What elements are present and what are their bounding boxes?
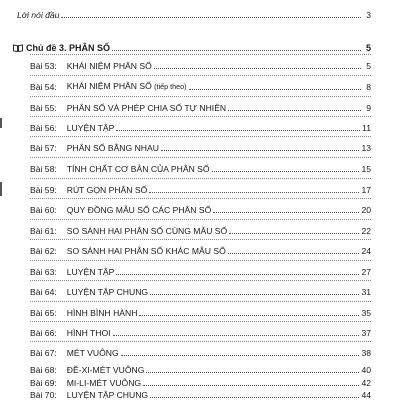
toc-separator: [30, 198, 371, 199]
dot-leader: [154, 67, 361, 69]
chapter-page-number: 5: [365, 43, 371, 53]
lesson-number: Bài 59:: [30, 185, 57, 195]
dot-leader: [149, 191, 359, 193]
lesson-title: RÚT GỌN PHÂN SỐ: [66, 185, 148, 195]
lesson-page-number: 38: [361, 348, 371, 358]
lesson-row: [30, 261, 371, 277]
lesson-title: LUYỆN TẬP CHUNG: [66, 390, 149, 400]
chapter-title: Chủ đề 3. PHÂN SỐ: [26, 43, 111, 53]
lesson-row: [30, 384, 371, 400]
dot-leader: [229, 232, 359, 234]
lesson-page-number: 40: [361, 365, 371, 375]
dot-leader: [228, 252, 360, 254]
dot-leader: [228, 109, 361, 111]
toc-separator: [30, 75, 371, 76]
lesson-title: LUYỆN TẬP: [66, 267, 115, 277]
lesson-subtitle: (tiếp theo): [154, 82, 187, 91]
lesson-page-number: 20: [361, 205, 371, 215]
lesson-row: [30, 117, 371, 133]
toc-separator: [30, 301, 371, 302]
lesson-row: [30, 342, 371, 358]
intro-title: Lời nói đầu: [17, 10, 60, 20]
page-edge-mark: [0, 182, 2, 196]
lesson-row: [30, 199, 371, 215]
lesson-number: Bài 62:: [30, 246, 57, 256]
toc-separator: [30, 116, 371, 117]
toc-separator: [30, 178, 371, 179]
dot-leader: [213, 211, 359, 213]
lesson-number: Bài 65:: [30, 308, 57, 318]
lesson-number: Bài 69:: [30, 378, 57, 388]
lesson-page-number: 31: [361, 287, 371, 297]
lesson-title: MÉT VUÔNG: [66, 348, 119, 358]
lesson-page-number: 22: [361, 226, 371, 236]
lesson-title: TÍNH CHẤT CƠ BẢN CỦA PHÂN SỐ: [66, 164, 210, 174]
book-icon: [13, 44, 23, 52]
lesson-row: [30, 281, 371, 297]
lesson-page-number: 15: [361, 164, 371, 174]
lesson-title: QUY ĐỒNG MẪU SỐ CÁC PHÂN SỐ: [66, 205, 212, 215]
lesson-row: [30, 302, 371, 318]
lesson-title: KHÁI NIỆM PHÂN SỐ: [66, 61, 152, 71]
lesson-page-number: 17: [361, 185, 371, 195]
lesson-number: Bài 68:: [30, 365, 57, 375]
lesson-page-number: 5: [366, 61, 371, 71]
lesson-title: LUYỆN TẬP CHUNG: [66, 287, 149, 297]
lesson-title: LUYỆN TẬP: [66, 123, 115, 133]
lesson-row: [30, 55, 371, 71]
lesson-title: PHÂN SỐ VÀ PHÉP CHIA SỐ TỰ NHIÊN: [66, 103, 227, 113]
dot-leader: [121, 354, 360, 356]
lesson-number: Bài 67:: [30, 348, 57, 358]
lesson-row: [30, 97, 371, 113]
toc-separator: [30, 219, 371, 220]
lesson-title: PHÂN SỐ BẰNG NHAU: [66, 143, 159, 153]
lesson-number: Bài 56:: [30, 123, 57, 133]
lesson-number: Bài 60:: [30, 205, 57, 215]
lesson-row: [30, 240, 371, 256]
lesson-number: Bài 70:: [30, 390, 57, 400]
dot-leader: [161, 149, 360, 151]
dot-leader: [112, 49, 361, 51]
toc-separator: [30, 260, 371, 261]
dot-leader: [61, 16, 361, 18]
lesson-number: Bài 64:: [30, 287, 57, 297]
dot-leader: [212, 170, 360, 172]
lesson-number: Bài 66:: [30, 328, 57, 338]
lesson-page-number: 24: [361, 246, 371, 256]
lesson-title: MI-LI-MÉT VUÔNG: [66, 378, 142, 388]
lesson-page-number: 9: [366, 103, 371, 113]
lesson-number: Bài 57:: [30, 143, 57, 153]
lesson-number: Bài 58:: [30, 164, 57, 174]
toc-separator: [30, 136, 371, 137]
lesson-title: ĐỀ-XI-MÉT VUÔNG: [66, 365, 145, 375]
lesson-title: HÌNH THOI: [66, 328, 111, 338]
toc-separator: [30, 157, 371, 158]
lesson-page-number: 13: [361, 143, 371, 153]
dot-leader: [113, 334, 360, 336]
lesson-number: Bài 63:: [30, 267, 57, 277]
dot-leader: [150, 293, 359, 295]
lesson-row: [30, 158, 371, 174]
lesson-page-number: 42: [361, 378, 371, 388]
dot-leader: [139, 314, 359, 316]
lesson-page-number: 44: [361, 390, 371, 400]
lesson-page-number: 27: [361, 267, 371, 277]
lesson-row: [30, 179, 371, 195]
lesson-title: KHÁI NIỆM PHÂN SỐ (tiếp theo): [66, 81, 187, 91]
lesson-number: Bài 54:: [30, 82, 57, 92]
toc-separator: [30, 341, 371, 342]
dot-leader: [150, 396, 359, 398]
lesson-row: [30, 220, 371, 236]
lesson-number: Bài 55:: [30, 103, 57, 113]
toc-separator: [30, 321, 371, 322]
intro-page-number: 3: [366, 10, 371, 20]
dot-leader: [116, 273, 359, 275]
toc-separator: [30, 96, 371, 97]
toc-separator: [30, 280, 371, 281]
lesson-row: [30, 322, 371, 338]
toc-separator: [30, 239, 371, 240]
lesson-number: Bài 53:: [30, 61, 57, 71]
lesson-row: [30, 137, 371, 153]
toc-intro-row: [17, 4, 371, 20]
lesson-page-number: 11: [362, 123, 371, 133]
dot-leader: [116, 129, 360, 131]
dot-leader: [189, 88, 361, 90]
lesson-page-number: 35: [361, 308, 371, 318]
lesson-title: HÌNH BÌNH HÀNH: [66, 308, 138, 318]
lesson-page-number: 8: [366, 82, 371, 92]
page-edge-mark: [0, 118, 2, 128]
lesson-title: SO SÁNH HAI PHÂN SỐ CÙNG MẪU SỐ: [66, 226, 228, 236]
lesson-page-number: 37: [361, 328, 371, 338]
toc-chapter-row: [13, 37, 371, 53]
lesson-row: [30, 76, 371, 92]
lesson-title: SO SÁNH HAI PHÂN SỐ KHÁC MẪU SỐ: [66, 246, 226, 256]
lesson-number: Bài 61:: [30, 226, 57, 236]
